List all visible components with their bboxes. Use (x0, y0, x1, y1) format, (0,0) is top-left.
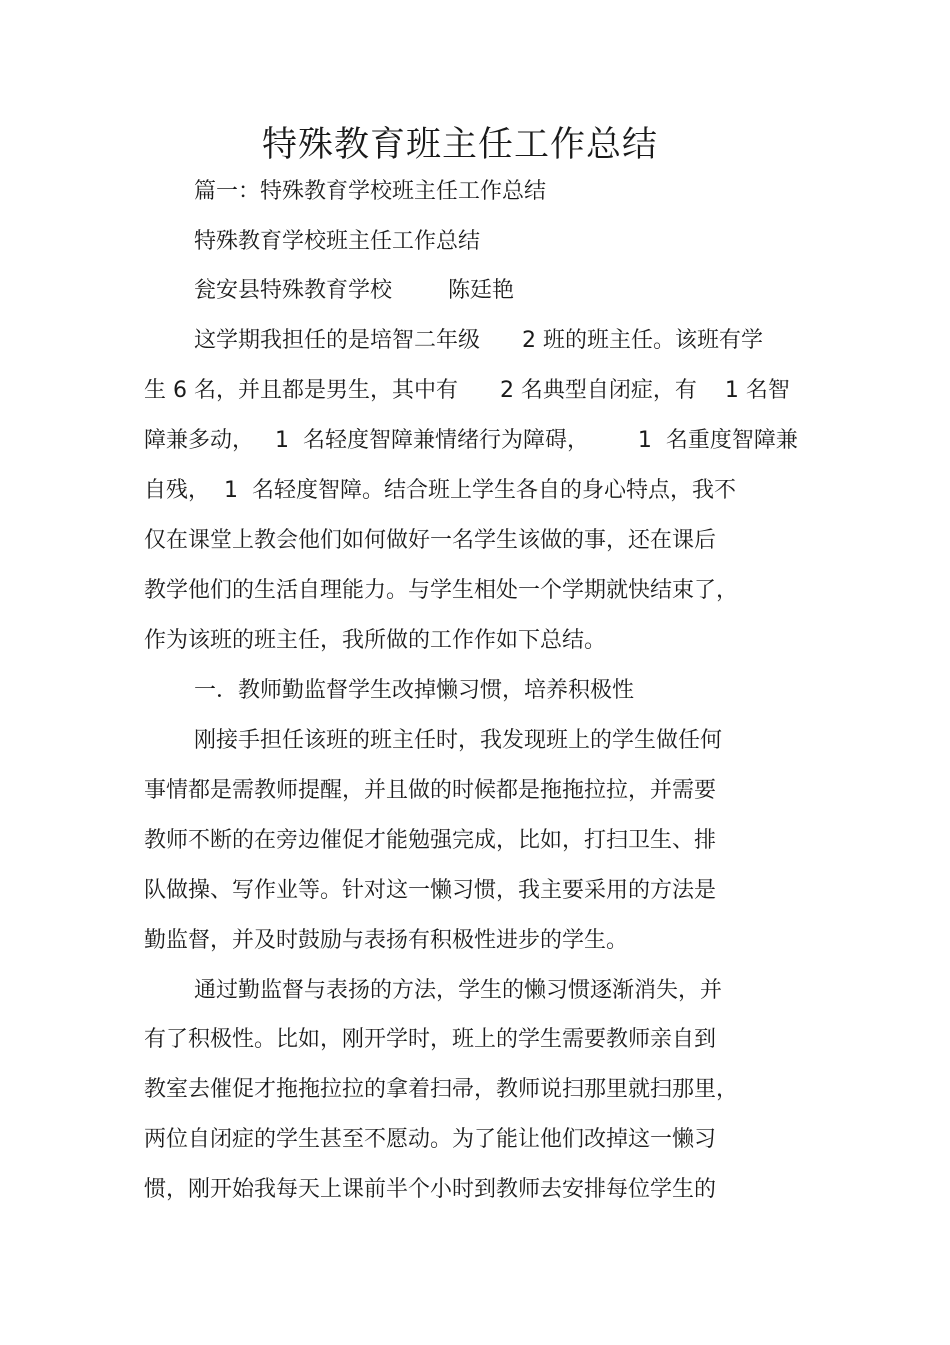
text-line: 作为该班的班主任，我所做的工作作如下总结。 (144, 628, 607, 653)
text-line: 仅在课堂上教会他们如何做好一名学生该做的事，还在课后 (144, 528, 717, 553)
text-line: 这学期我担任的是培智二年级 2 班的班主任。该班有学 (194, 328, 763, 353)
document-title: 特殊教育班主任工作总结 (261, 125, 658, 165)
text-line: 教师不断的在旁边催促才能勉强完成，比如，打扫卫生、排 (144, 828, 717, 853)
text-line: 事情都是需教师提醒，并且做的时候都是拖拖拉拉，并需要 (144, 778, 717, 803)
text-line: 通过勤监督与表扬的方法，学生的懒习惯逐渐消失，并 (194, 978, 723, 1003)
text-line: 篇一：特殊教育学校班主任工作总结 (194, 179, 547, 204)
text-line: 自残， 1 名轻度智障。结合班上学生各自的身心特点，我不 (144, 478, 736, 503)
text-line: 有了积极性。比如，刚开学时，班上的学生需要教师亲自到 (144, 1027, 717, 1052)
text-line: 瓮安县特殊教育学校 陈廷艳 (194, 278, 514, 303)
text-line: 两位自闭症的学生甚至不愿动。为了能让他们改掉这一懒习 (144, 1127, 717, 1152)
text-line: 队做操、写作业等。针对这一懒习惯，我主要采用的方法是 (144, 878, 717, 903)
text-line: 惯，刚开始我每天上课前半个小时到教师去安排每位学生的 (144, 1177, 717, 1202)
text-line: 刚接手担任该班的班主任时，我发现班上的学生做任何 (194, 728, 723, 753)
text-line: 生 6 名，并且都是男生，其中有 2 名典型自闭症，有 1 名智 (144, 378, 790, 403)
text-line: 特殊教育学校班主任工作总结 (194, 229, 481, 254)
text-line: 教学他们的生活自理能力。与学生相处一个学期就快结束了， (144, 578, 739, 603)
text-line: 障兼多动， 1 名轻度智障兼情绪行为障碍， 1 名重度智障兼 (144, 428, 798, 453)
text-line: 教室去催促才拖拖拉拉的拿着扫帚，教师说扫那里就扫那里， (144, 1077, 739, 1102)
section-heading: 一．教师勤监督学生改掉懒习惯，培养积极性 (194, 678, 635, 703)
text-line: 勤监督，并及时鼓励与表扬有积极性进步的学生。 (144, 928, 629, 953)
